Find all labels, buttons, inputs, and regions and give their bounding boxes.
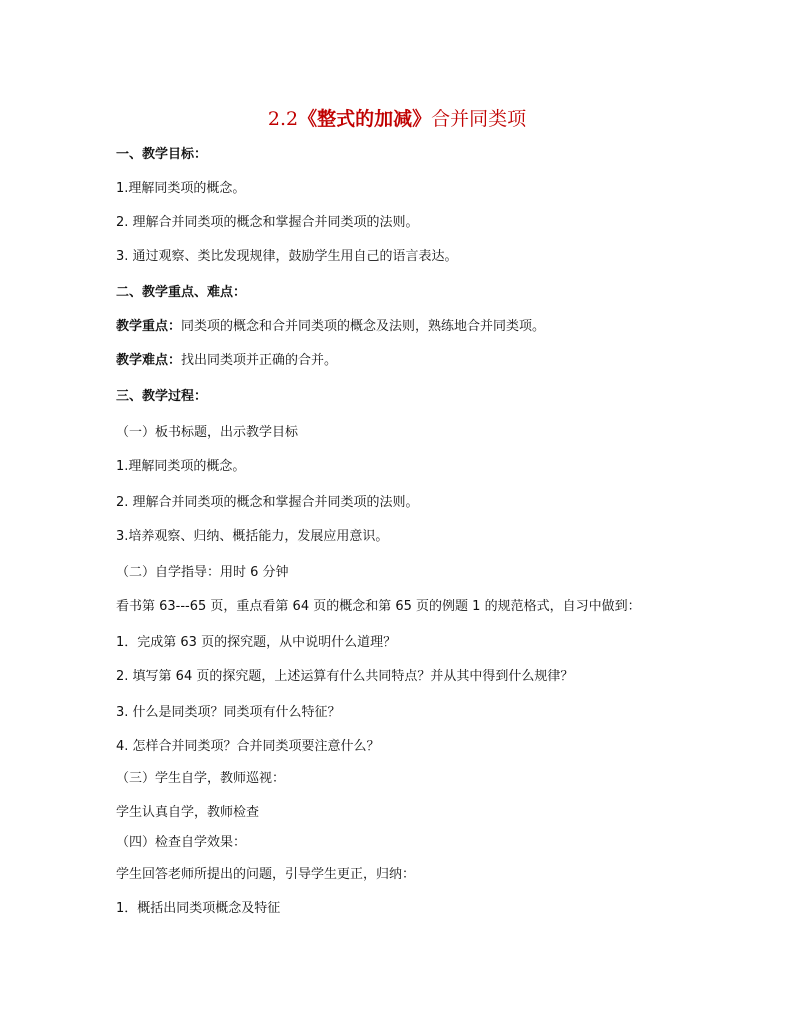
title-bold-part: 《整式的加减》 — [298, 108, 432, 130]
objective-1: 1.理解同类项的概念。 — [116, 181, 246, 196]
title-prefix: 2.2 — [267, 108, 299, 130]
difficult-point-label: 教学难点： — [116, 353, 182, 368]
process-step-4: （四）检查自学效果： — [116, 835, 247, 850]
process-step-3: （三）学生自学，教师巡视： — [116, 771, 286, 786]
process-objective-3: 3.培养观察、归纳、概括能力，发展应用意识。 — [116, 529, 389, 544]
title-suffix: 合并同类项 — [431, 108, 527, 130]
question-3: 3. 什么是同类项？同类项有什么特征？ — [116, 705, 341, 720]
process-objective-1: 1.理解同类项的概念。 — [116, 459, 246, 474]
question-2: 2. 填写第 64 页的探究题，上述运算有什么共同特点？并从其中得到什么规律？ — [116, 669, 574, 684]
process-step-1: （一）板书标题，出示教学目标 — [116, 425, 299, 440]
objective-2: 2. 理解合并同类项的概念和掌握合并同类项的法则。 — [116, 215, 419, 230]
section-heading-process: 三、教学过程： — [116, 389, 208, 404]
difficult-point-text: 找出同类项并正确的合并。 — [181, 353, 338, 368]
question-1: 1．完成第 63 页的探究题，从中说明什么道理？ — [116, 635, 397, 650]
key-point-text: 同类项的概念和合并同类项的概念及法则，熟练地合并同类项。 — [181, 319, 546, 334]
section-heading-objectives: 一、教学目标： — [116, 147, 208, 162]
process-step-2: （二）自学指导：用时 6 分钟 — [116, 565, 289, 580]
answer-instruction: 学生回答老师所提出的问题，引导学生更正，归纳： — [116, 867, 416, 882]
self-study-note: 学生认真自学，教师检查 — [116, 805, 260, 820]
section-heading-key-points: 二、教学重点、难点： — [116, 285, 247, 300]
summary-1: 1．概括出同类项概念及特征 — [116, 901, 281, 916]
key-point-line — [116, 318, 545, 336]
question-4: 4. 怎样合并同类项？合并同类项要注意什么？ — [116, 739, 380, 754]
process-objective-2: 2. 理解合并同类项的概念和掌握合并同类项的法则。 — [116, 495, 419, 510]
reading-instruction: 看书第 63---65 页，重点看第 64 页的概念和第 65 页的例题 1 的规范格式，自习中做到： — [116, 599, 641, 614]
objective-3: 3. 通过观察、类比发现规律，鼓励学生用自己的语言表达。 — [116, 249, 458, 264]
document-title — [0, 104, 794, 131]
difficult-point-line — [116, 352, 337, 370]
key-point-label: 教学重点： — [116, 319, 182, 334]
